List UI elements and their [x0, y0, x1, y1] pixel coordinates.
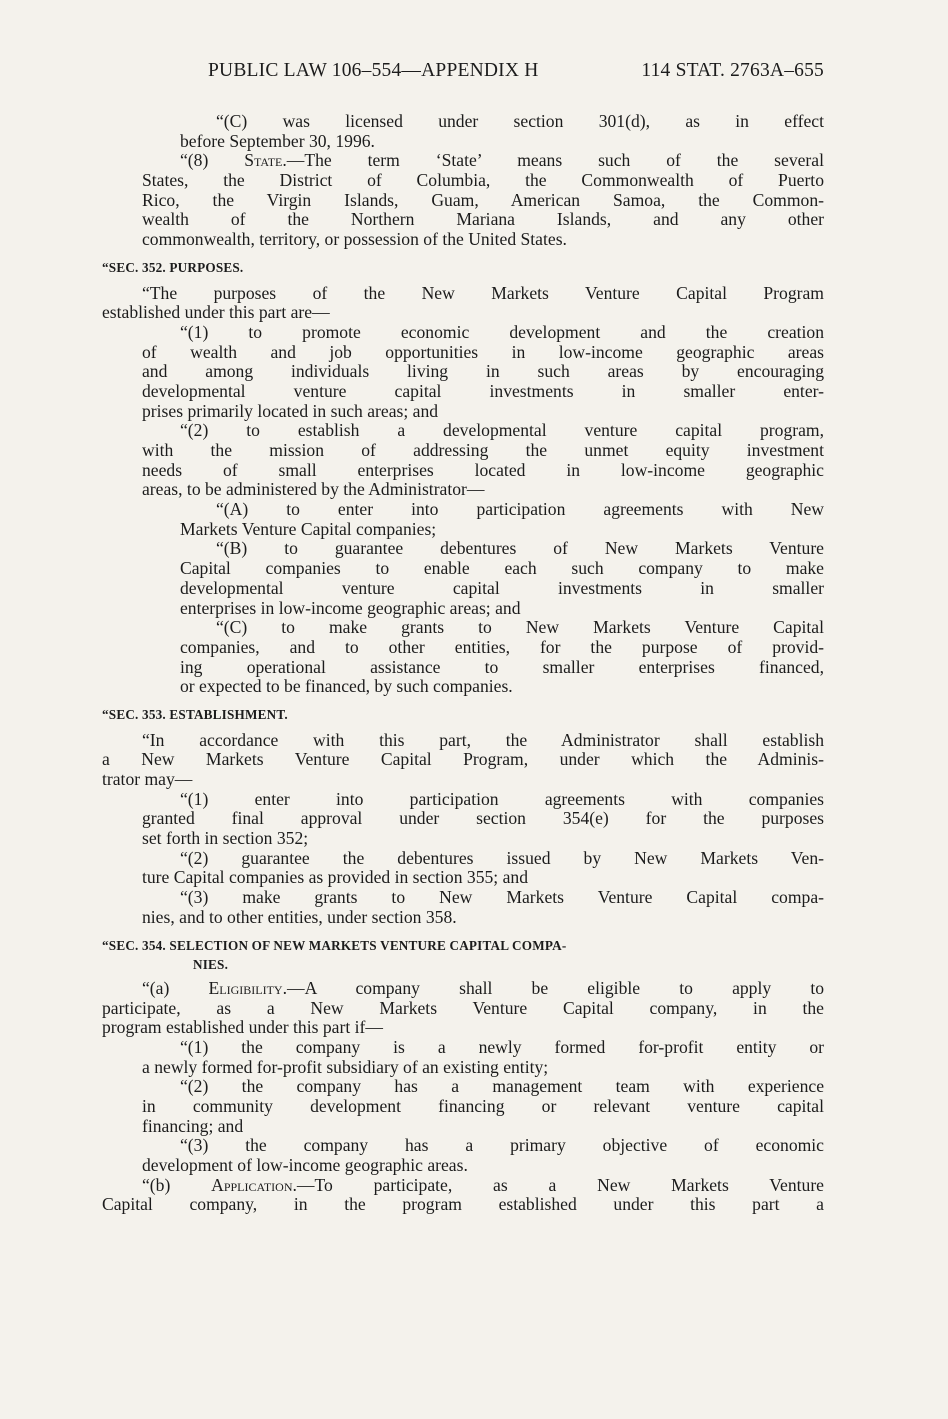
text-line: developmental venture capital investments in smaller: [180, 577, 824, 598]
section-heading-354-continued: NIES.: [193, 957, 229, 973]
text-line: “(8) State.—The term ‘State’ means such of the several: [180, 150, 824, 171]
text-line: development of low-income geographic areas.: [142, 1155, 468, 1176]
text-line: needs of small enterprises located in low-income geographic: [142, 459, 824, 480]
section-heading-352: “SEC. 352. PURPOSES.: [102, 259, 244, 275]
text-line: before September 30, 1996.: [180, 130, 375, 151]
text-line: prises primarily located in such areas; and: [142, 400, 439, 421]
text-line: “(1) the company is a newly formed for-profit entity or: [180, 1036, 824, 1057]
text-line: established under this part are—: [102, 302, 330, 323]
term-eligibility: Eligibility: [208, 977, 283, 998]
text-line: “(2) the company has a management team with experience: [180, 1076, 824, 1097]
page-header: [102, 60, 824, 90]
text-line: a New Markets Venture Capital Program, under which the Adminis-: [102, 749, 824, 770]
text-line: “(a) Eligibility.—A company shall be eligible to apply to: [142, 977, 825, 998]
text-line: “(1) enter into participation agreements with companies: [180, 788, 824, 809]
text-line: granted final approval under section 354(e) for the purposes: [142, 808, 824, 829]
text-line: Rico, the Virgin Islands, Guam, American Samoa, the Common-: [142, 189, 824, 210]
text-line: “(2) guarantee the debentures issued by New Markets Ven-: [180, 847, 824, 868]
text-line: ture Capital companies as provided in section 355; and: [142, 867, 528, 888]
section-heading-353: “SEC. 353. ESTABLISHMENT.: [102, 706, 288, 722]
text-line: “(A) to enter into participation agreements with New: [216, 499, 824, 520]
text-line: areas, to be administered by the Administrator—: [142, 479, 485, 500]
text-line: set forth in section 352;: [142, 828, 309, 849]
text-line: “(B) to guarantee debentures of New Markets Venture: [216, 538, 824, 559]
text-line: or expected to be financed, by such companies.: [180, 676, 513, 697]
text-line: developmental venture capital investments in smaller enter-: [142, 380, 824, 401]
text-line: “(b) Application.—To participate, as a New Markets Venture: [142, 1174, 824, 1195]
text-line: Capital company, in the program established under this part a: [102, 1194, 824, 1215]
text-line: financing; and: [142, 1115, 244, 1136]
text-line: “In accordance with this part, the Administrator shall establish: [142, 729, 824, 750]
text-line: and among individuals living in such areas by encouraging: [142, 361, 824, 382]
text-line: nies, and to other entities, under section 358.: [142, 906, 457, 927]
text-line: with the mission of addressing the unmet equity investment: [142, 440, 824, 460]
text-line: ing operational assistance to smaller enterprises financed,: [180, 656, 824, 677]
text-line: “The purposes of the New Markets Venture Capital Program: [142, 282, 824, 303]
text-line: trator may—: [102, 769, 193, 789]
text-line: participate, as a New Markets Venture Capital company, in the: [102, 997, 824, 1018]
text-line: companies, and to other entities, for the purpose of provid-: [180, 636, 824, 657]
term-application: Application: [211, 1174, 293, 1195]
header-law-title: PUBLIC LAW 106–554—APPENDIX H: [208, 60, 539, 81]
text-line: in community development financing or relevant venture capital: [142, 1096, 824, 1116]
text-line: of wealth and job opportunities in low-income geographic areas: [142, 341, 824, 362]
text-line: Markets Venture Capital companies;: [180, 518, 437, 539]
text-line: “(3) make grants to New Markets Venture Capital compa-: [180, 887, 824, 908]
text-line: a newly formed for-profit subsidiary of an existing entity;: [142, 1056, 549, 1077]
text-line: States, the District of Columbia, the Commonwealth of Puerto: [142, 170, 824, 191]
text-line: “(2) to establish a developmental venture capital program,: [180, 420, 824, 441]
section-heading-354: “SEC. 354. SELECTION OF NEW MARKETS VENTURE CAPITAL COMPA-: [102, 937, 567, 953]
document-body: [102, 112, 824, 1215]
text-line: “(3) the company has a primary objective of economic: [180, 1135, 824, 1156]
term-state: State: [244, 150, 283, 171]
text-line: “(1) to promote economic development and the creation: [180, 321, 824, 342]
text-line: commonwealth, territory, or possession of the United States.: [142, 229, 567, 250]
text-line: “(C) to make grants to New Markets Venture Capital: [216, 617, 824, 638]
text-line: Capital companies to enable each such company to make: [180, 558, 824, 579]
text-line: enterprises in low-income geographic areas; and: [180, 597, 521, 618]
document-page: [102, 60, 824, 1215]
text-line: wealth of the Northern Mariana Islands, and any other: [142, 209, 824, 230]
text-line: “(C) was licensed under section 301(d), as in effect: [216, 111, 824, 131]
header-stat-citation: 114 STAT. 2763A–655: [641, 60, 824, 81]
text-line: program established under this part if—: [102, 1017, 383, 1038]
